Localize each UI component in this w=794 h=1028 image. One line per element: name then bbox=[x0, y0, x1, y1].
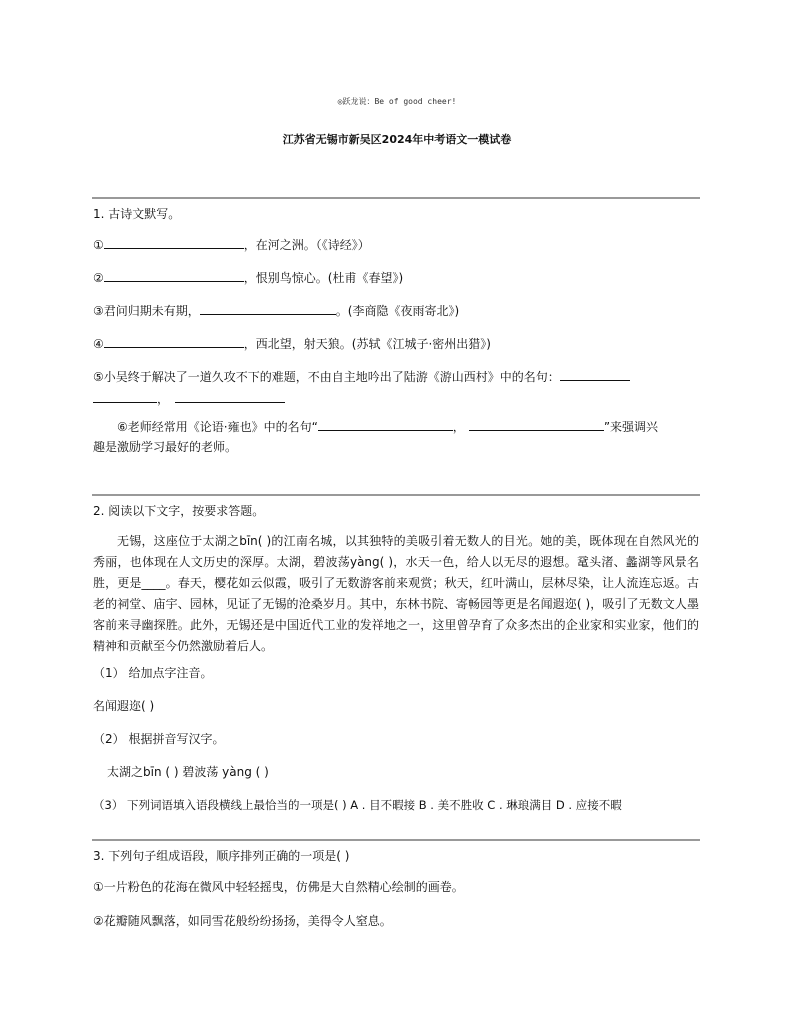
section-divider bbox=[92, 197, 700, 199]
question-1-title: 1. 古诗文默写。 bbox=[93, 207, 181, 221]
sentence-2: ②花瓣随风飘落，如同雪花般纷纷扬扬，美得令人窒息。 bbox=[93, 914, 392, 928]
answer-blank[interactable] bbox=[93, 388, 157, 403]
exam-title: 江苏省无锡市新吴区2024年中考语文一模试卷 bbox=[282, 133, 512, 146]
poem-line-5 bbox=[93, 366, 630, 387]
item-number: ② bbox=[93, 271, 104, 285]
reading-passage: 无锡，这座位于太湖之bīn( )的江南名城，以其独特的美吸引着无数人的目光。她的美，既体现在自然风光的秀丽，也体现在人文历史的深厚。太湖，碧波荡yàng( )，水天一色，给人以无尽的遐想。鼋头渚、蠡湖等风景名胜，更是____。春天，樱花如云似霞，吸引了无数游客前来观赏；秋天，红叶满山，层林尽染，让人流连忘返。古老的祠堂、庙宇、园林，见证了无锡的沧桑岁月。其中，东林书院、寄畅园等更是名闻遐迩( )，吸引了无数文人墨客前来寻幽探胜。此外，无锡还是中国近代工业的发祥地之一，这里曾孕育了众多杰出的企业家和实业家，他们的精神和贡献至今仍然激励着后人。 bbox=[93, 534, 699, 653]
line-text: ， bbox=[452, 420, 465, 434]
line-text: ，在河之洲。（《诗经》） bbox=[243, 238, 370, 252]
line-text: 。(李商隐《夜雨寄北》) bbox=[335, 304, 460, 318]
answer-blank[interactable] bbox=[560, 366, 630, 381]
sub-question-3[interactable]: （3） 下列词语填入语段横线上最恰当的一项是( ) A . 目不暇接 B . 美不胜收 C . 琳琅满目 D . 应接不暇 bbox=[93, 798, 622, 812]
poem-line-5-cont bbox=[93, 388, 285, 409]
item-number: ① bbox=[93, 238, 104, 252]
answer-blank[interactable] bbox=[104, 267, 244, 282]
item-number: ③ bbox=[93, 304, 104, 318]
line-text: ⑤小吴终于解决了一道久攻不下的难题，不由自主地吟出了陆游《游山西村》中的名句： bbox=[93, 370, 560, 384]
sub-question-2: （2） 根据拼音写汉字。 bbox=[93, 732, 225, 746]
poem-line-3 bbox=[93, 300, 459, 321]
line-text: ，西北望，射天狼。(苏轼《江城子·密州出猎》) bbox=[243, 337, 491, 351]
answer-blank[interactable] bbox=[318, 416, 453, 431]
sentence-1: ①一片粉色的花海在微风中轻轻摇曳，仿佛是大自然精心绘制的画卷。 bbox=[93, 880, 464, 894]
line-text: 君问归期未有期， bbox=[103, 304, 200, 318]
line-text: ， bbox=[157, 392, 170, 406]
answer-blank[interactable] bbox=[104, 234, 244, 249]
poem-line-2 bbox=[93, 267, 403, 288]
answer-blank[interactable] bbox=[469, 416, 604, 431]
sub-question-1: （1） 给加点字注音。 bbox=[93, 666, 213, 680]
item-number: ④ bbox=[93, 337, 104, 351]
line-text: ⑥老师经常用《论语·雍也》中的名句“ bbox=[117, 420, 318, 434]
header-motto: ◎跃龙说：Be of good cheer! bbox=[337, 97, 457, 106]
question-3-title: 3. 下列句子组成语段，顺序排列正确的一项是( ) bbox=[93, 849, 350, 863]
poem-line-4 bbox=[93, 333, 491, 354]
line-text: ，恨别鸟惊心。(杜甫《春望》) bbox=[243, 271, 404, 285]
section-divider bbox=[92, 494, 700, 496]
answer-blank[interactable] bbox=[175, 388, 285, 403]
answer-blank[interactable] bbox=[200, 300, 336, 315]
question-2-title: 2. 阅读以下文字，按要求答题。 bbox=[93, 504, 265, 518]
poem-line-6-cont: 趣是激励学习最好的老师。 bbox=[93, 440, 238, 454]
answer-blank[interactable] bbox=[104, 333, 244, 348]
line-text: ”来强调兴 bbox=[603, 420, 659, 434]
sub-question-2-answer[interactable]: 太湖之bīn ( ) 碧波荡 yàng ( ) bbox=[107, 765, 269, 779]
poem-line-6 bbox=[117, 416, 658, 437]
sub-question-1-answer[interactable]: 名闻遐迩( ) bbox=[93, 699, 155, 713]
section-divider bbox=[92, 839, 700, 841]
poem-line-1 bbox=[93, 234, 370, 255]
